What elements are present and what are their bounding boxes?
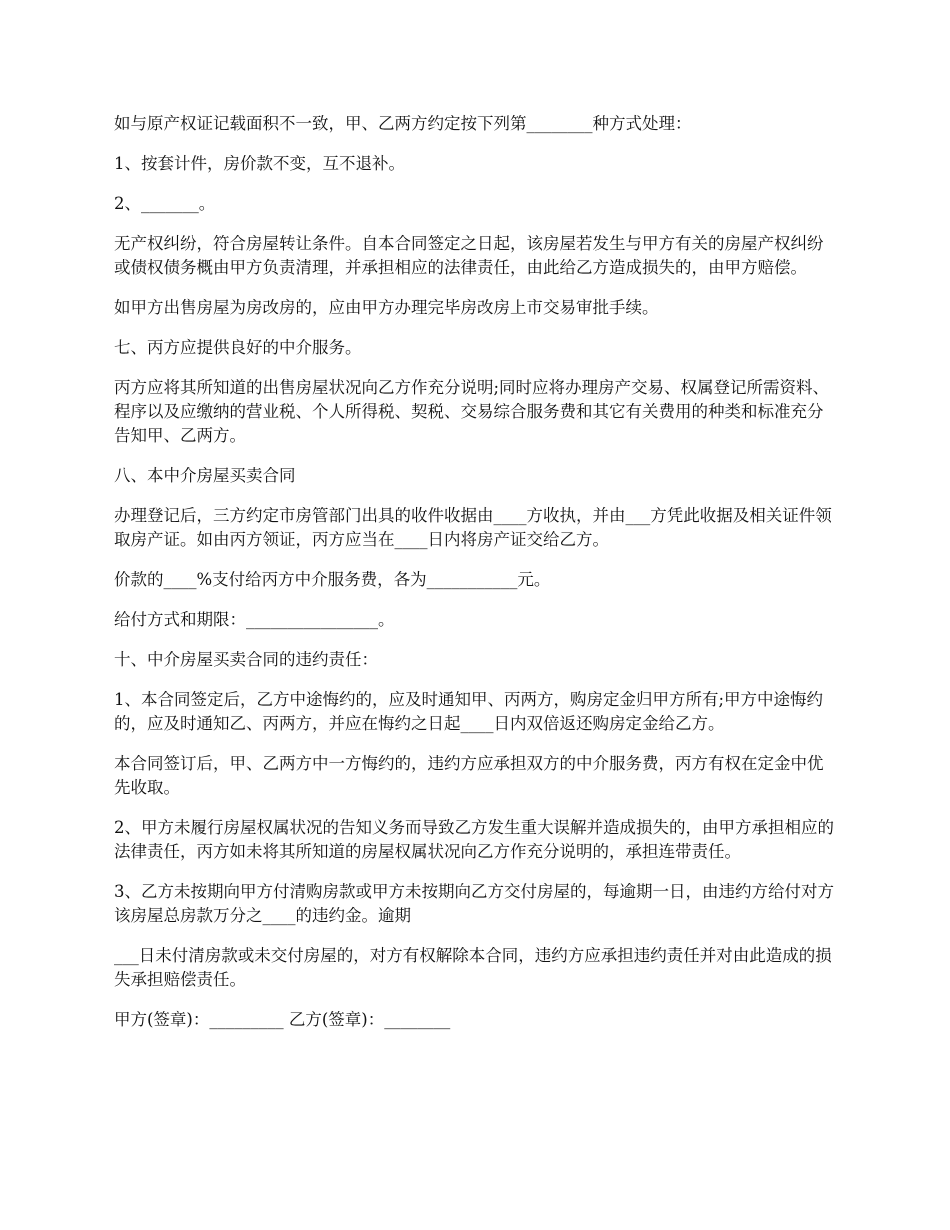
paragraph-breach-3-cont: ___日未付清房款或未交付房屋的，对方有权解除本合同，违约方应承担违约责任并对由此造成的损失承担赔偿责任。: [114, 946, 832, 989]
paragraph-area-discrepancy: 如与原产权证记载面积不一致，甲、乙两方约定按下列第________种方式处理：: [114, 114, 692, 133]
paragraph-payment-terms: 给付方式和期限：________________。: [114, 610, 395, 629]
paragraph-no-dispute: 无产权纠纷，符合房屋转让条件。自本合同签定之日起，该房屋若发生与甲方有关的房屋产权纠纷或债权债务概由甲方负责清理，并承担相应的法律责任，由此给乙方造成损失的，由甲方赔偿。: [114, 234, 824, 277]
signature-line: 甲方(签章)：_________ 乙方(签章)：________: [114, 1010, 451, 1029]
document-body: [114, 112, 834, 1048]
section-heading-10: 十、中介房屋买卖合同的违约责任：: [114, 650, 378, 669]
paragraph-option-1: 1、按套计件，房价款不变，互不退补。: [114, 154, 405, 173]
paragraph-service-fee: 价款的____%支付给丙方中介服务费，各为___________元。: [114, 570, 551, 589]
paragraph-breach-fee: 本合同签订后，甲、乙两方中一方悔约的，违约方应承担双方的中介服务费，丙方有权在定金中优先收取。: [114, 754, 824, 797]
paragraph-registration: 办理登记后，三方约定市房管部门出具的收件收据由____方收执，并由___方凭此收据及相关证件领取房产证。如由丙方领证，丙方应当在____日内将房产证交给乙方。: [114, 506, 832, 549]
paragraph-breach-2: 2、甲方未履行房屋权属状况的告知义务而导致乙方发生重大误解并造成损失的，由甲方承担相应的法律责任，丙方如未将其所知道的房屋权属状况向乙方作充分说明的，承担连带责任。: [114, 818, 834, 861]
paragraph-option-2: 2、_______。: [114, 194, 216, 213]
paragraph-breach-1: 1、本合同签定后，乙方中途悔约的，应及时通知甲、丙两方，购房定金归甲方所有;甲方中途悔约的，应及时通知乙、丙两方，并应在悔约之日起____日内双倍返还购房定金给乙方。: [114, 690, 824, 733]
section-heading-8: 八、本中介房屋买卖合同: [114, 466, 296, 485]
paragraph-agency-disclosure: 丙方应将其所知道的出售房屋状况向乙方作充分说明;同时应将办理房产交易、权属登记所需资料、程序以及应缴纳的营业税、个人所得税、契税、交易综合服务费和其它有关费用的种类和标准充分告知甲、乙两方。: [114, 378, 830, 445]
paragraph-reform-housing: 如甲方出售房屋为房改房的，应由甲方办理完毕房改房上市交易审批手续。: [114, 298, 659, 317]
paragraph-breach-3: 3、乙方未按期向甲方付清购房款或甲方未按期向乙方交付房屋的，每逾期一日，由违约方给付对方该房屋总房款万分之____的违约金。逾期: [114, 882, 834, 925]
section-heading-7: 七、丙方应提供良好的中介服务。: [114, 338, 362, 357]
